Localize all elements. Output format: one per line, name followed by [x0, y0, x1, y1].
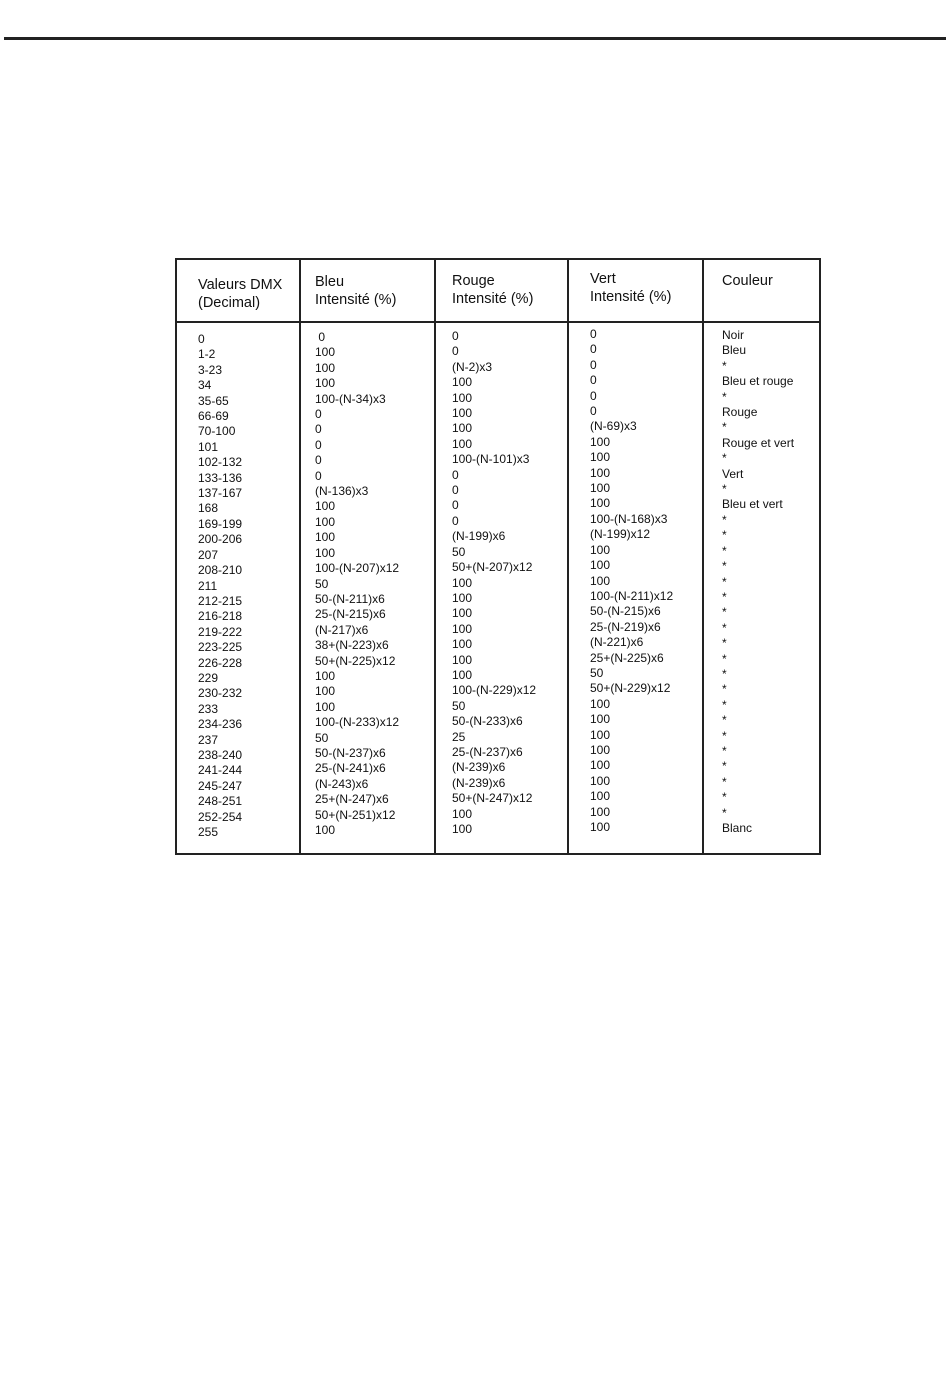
column-rouge-values — [452, 329, 536, 837]
table-cell: * — [722, 358, 727, 373]
table-cell: 241-244 — [198, 763, 243, 778]
table-cell: 230-232 — [198, 686, 243, 701]
table-cell: 223-225 — [198, 640, 243, 655]
table-cell: 216-218 — [198, 609, 243, 624]
header-bleu-line-1: Bleu — [315, 274, 345, 290]
table-cell: * — [722, 574, 727, 589]
table-cell: 169-199 — [198, 516, 243, 531]
table-cell: 100 — [452, 806, 473, 821]
table-cell: * — [722, 743, 727, 758]
table-cell: 0 — [315, 453, 322, 468]
table-cell: Blanc — [722, 821, 753, 835]
table-cell: 212-215 — [198, 593, 243, 608]
table-cell: * — [722, 559, 727, 574]
table-cell: 100-(N-207)x12 — [315, 561, 400, 576]
table-cell: 100 — [590, 450, 611, 465]
table-cell: 100 — [452, 421, 473, 436]
table-cell: 100-(N-233)x12 — [315, 715, 400, 730]
table-cell: 208-210 — [198, 563, 243, 578]
table-cell: * — [722, 682, 727, 697]
table-cell: 100 — [315, 345, 336, 360]
table-cell: 100 — [452, 822, 473, 836]
table-cell: 102-132 — [198, 455, 243, 470]
header-rouge-line-2: Intensité (%) — [452, 291, 534, 307]
table-cell: 234-236 — [198, 717, 243, 732]
table-cell: * — [722, 728, 727, 743]
table-cell: Bleu et rouge — [722, 374, 794, 389]
table-cell: 100 — [590, 804, 611, 819]
table-cell: 100-(N-34)x3 — [315, 391, 386, 406]
column-divider — [434, 260, 436, 853]
table-cell: 100 — [590, 773, 611, 788]
table-cell: (N-239)x6 — [452, 760, 506, 775]
table-cell: 50-(N-215)x6 — [590, 604, 661, 619]
table-cell: (N-221)x6 — [590, 635, 644, 650]
header-vert-line-1: Vert — [590, 271, 616, 287]
table-cell: 100 — [590, 727, 611, 742]
table-cell: 0 — [315, 407, 322, 422]
table-cell: 211 — [198, 578, 218, 593]
table-cell: 100 — [315, 514, 336, 529]
table-cell: 0 — [590, 404, 597, 419]
table-cell: 100 — [315, 530, 336, 545]
table-cell: 0 — [198, 332, 205, 346]
column-vert-values — [590, 327, 673, 835]
table-cell: 100 — [315, 376, 336, 391]
table-cell: 50-(N-237)x6 — [315, 745, 386, 760]
table-cell: 66-69 — [198, 409, 229, 424]
table-cell: 0 — [452, 498, 459, 513]
table-cell: 100 — [590, 542, 611, 557]
table-cell: (N-199)x12 — [590, 527, 651, 542]
table-cell: 35-65 — [198, 393, 229, 408]
table-cell: 100 — [452, 390, 473, 405]
table-cell: 100 — [590, 481, 611, 496]
table-cell: * — [722, 651, 727, 666]
table-cell: 0 — [315, 437, 322, 452]
table-cell: 100 — [590, 712, 611, 727]
table-cell: Vert — [722, 466, 744, 481]
table-cell: 100 — [452, 575, 473, 590]
table-cell: 25-(N-219)x6 — [590, 619, 661, 634]
table-cell: 100 — [315, 699, 336, 714]
table-cell: * — [722, 666, 727, 681]
table-cell: 245-247 — [198, 778, 243, 793]
column-dmx-values — [198, 332, 242, 840]
table-cell: 100 — [590, 820, 611, 834]
table-cell: * — [722, 589, 727, 604]
table-cell: 0 — [590, 373, 597, 388]
table-cell: (N-217)x6 — [315, 622, 369, 637]
table-cell: * — [722, 482, 727, 497]
table-cell: 100 — [452, 667, 473, 682]
table-cell: 25 — [452, 729, 466, 744]
table-cell: 0 — [590, 357, 597, 372]
table-cell: 100 — [452, 375, 473, 390]
table-cell: 0 — [452, 344, 459, 359]
table-cell: 25-(N-241)x6 — [315, 761, 386, 776]
table-cell: 100 — [452, 406, 473, 421]
table-cell: * — [722, 389, 727, 404]
table-cell: 25+(N-247)x6 — [315, 792, 389, 807]
table-cell: 50+(N-225)x12 — [315, 653, 396, 668]
table-cell: 100 — [452, 621, 473, 636]
table-cell: 207 — [198, 547, 219, 562]
table-cell: * — [722, 620, 727, 635]
table-cell: 38+(N-223)x6 — [315, 638, 389, 653]
table-cell: 0 — [452, 513, 459, 528]
table-cell: 100 — [590, 696, 611, 711]
table-cell: Rouge et vert — [722, 435, 795, 450]
table-cell: 50 — [315, 730, 329, 745]
table-cell: Noir — [722, 328, 745, 342]
table-cell: 100-(N-168)x3 — [590, 511, 668, 526]
table-cell: 0 — [315, 330, 326, 344]
table-cell: 0 — [452, 329, 459, 343]
table-cell: 100 — [452, 436, 473, 451]
table-cell: 255 — [198, 825, 219, 839]
table-cell: 34 — [198, 378, 212, 393]
table-cell: (N-199)x6 — [452, 529, 506, 544]
table-cell: 0 — [590, 327, 597, 341]
table-cell: 226-228 — [198, 655, 243, 670]
table-cell: 100 — [590, 742, 611, 757]
header-rouge-line-1: Rouge — [452, 273, 495, 289]
table-cell: (N-2)x3 — [452, 359, 493, 374]
table-cell: 25-(N-215)x6 — [315, 607, 386, 622]
header-couleur-line-1: Couleur — [722, 273, 773, 289]
table-cell: 0 — [315, 422, 322, 437]
table-cell: 252-254 — [198, 809, 243, 824]
table-cell: 100 — [590, 465, 611, 480]
table-cell: 238-240 — [198, 747, 243, 762]
table-cell: 50 — [452, 698, 466, 713]
table-cell: Bleu — [722, 343, 747, 358]
table-cell: 100 — [590, 558, 611, 573]
table-cell: * — [722, 512, 727, 527]
header-bleu-line-2: Intensité (%) — [315, 292, 397, 308]
table-cell: * — [722, 759, 727, 774]
header-bleu — [315, 273, 396, 334]
header-rouge — [452, 272, 533, 333]
table-cell: 25-(N-237)x6 — [452, 744, 523, 759]
table-cell: * — [722, 636, 727, 651]
table-cell: 233 — [198, 701, 219, 716]
table-cell: 100 — [315, 499, 336, 514]
table-cell: * — [722, 451, 727, 466]
table-cell: * — [722, 790, 727, 805]
table-cell: 100-(N-229)x12 — [452, 683, 537, 698]
header-dmx — [198, 276, 282, 337]
header-vert — [590, 270, 671, 331]
table-cell: 0 — [452, 467, 459, 482]
table-cell: 50-(N-211)x6 — [315, 591, 385, 606]
table-cell: 50+(N-207)x12 — [452, 560, 533, 575]
dmx-color-table — [175, 258, 821, 855]
table-cell: 137-167 — [198, 486, 243, 501]
table-cell: 168 — [198, 501, 219, 516]
column-divider — [567, 260, 569, 853]
table-cell: 248-251 — [198, 794, 243, 809]
header-vert-line-2: Intensité (%) — [590, 289, 672, 305]
table-cell: * — [722, 713, 727, 728]
table-cell: 100 — [590, 758, 611, 773]
table-cell: 100 — [452, 590, 473, 605]
column-bleu-values — [315, 330, 399, 838]
table-cell: 100 — [452, 606, 473, 621]
table-cell: 100-(N-101)x3 — [452, 452, 530, 467]
table-cell: 100-(N-211)x12 — [590, 588, 674, 603]
table-cell: 100 — [452, 637, 473, 652]
table-cell: (N-239)x6 — [452, 775, 506, 790]
table-cell: 100 — [315, 545, 336, 560]
table-cell: 3-23 — [198, 362, 223, 377]
table-cell: * — [722, 543, 727, 558]
table-cell: (N-136)x3 — [315, 484, 369, 499]
top-rule — [4, 37, 946, 40]
table-cell: * — [722, 420, 727, 435]
table-cell: 100 — [590, 434, 611, 449]
table-cell: 219-222 — [198, 624, 243, 639]
table-cell: 200-206 — [198, 532, 243, 547]
table-cell: 100 — [590, 789, 611, 804]
table-cell: 0 — [452, 483, 459, 498]
table-cell: 50 — [590, 665, 604, 680]
table-cell: 0 — [315, 468, 322, 483]
table-cell: 1-2 — [198, 347, 216, 362]
table-cell: * — [722, 528, 727, 543]
table-cell: 25+(N-225)x6 — [590, 650, 664, 665]
column-divider — [299, 260, 301, 853]
table-cell: 50+(N-251)x12 — [315, 807, 396, 822]
column-divider — [702, 260, 704, 853]
table-cell: 237 — [198, 732, 219, 747]
table-cell: 229 — [198, 670, 219, 685]
table-cell: 70-100 — [198, 424, 236, 439]
table-cell: Bleu et vert — [722, 497, 783, 512]
header-couleur — [722, 272, 773, 333]
table-cell: 50 — [452, 544, 466, 559]
table-cell: 100 — [315, 360, 336, 375]
table-cell: 100 — [590, 496, 611, 511]
header-dmx-line-1: Valeurs DMX — [198, 277, 283, 293]
table-cell: 100 — [315, 684, 336, 699]
table-cell: 50 — [315, 576, 329, 591]
table-cell: Rouge — [722, 405, 758, 420]
column-couleur-values — [722, 328, 794, 836]
table-cell: 50+(N-247)x12 — [452, 791, 533, 806]
table-cell: * — [722, 774, 727, 789]
table-cell: 100 — [315, 668, 336, 683]
header-dmx-line-2: (Decimal) — [198, 295, 261, 311]
table-cell: 50-(N-233)x6 — [452, 714, 523, 729]
table-cell: 100 — [590, 573, 611, 588]
table-cell: 0 — [590, 342, 597, 357]
table-cell: 0 — [590, 388, 597, 403]
table-cell: 100 — [315, 823, 336, 837]
table-cell: * — [722, 697, 727, 712]
table-cell: 100 — [452, 652, 473, 667]
table-cell: (N-243)x6 — [315, 776, 369, 791]
table-cell: 133-136 — [198, 470, 243, 485]
table-cell: 50+(N-229)x12 — [590, 681, 671, 696]
table-cell: 101 — [198, 439, 219, 454]
table-cell: * — [722, 605, 727, 620]
table-cell: * — [722, 805, 727, 820]
table-cell: (N-69)x3 — [590, 419, 637, 434]
